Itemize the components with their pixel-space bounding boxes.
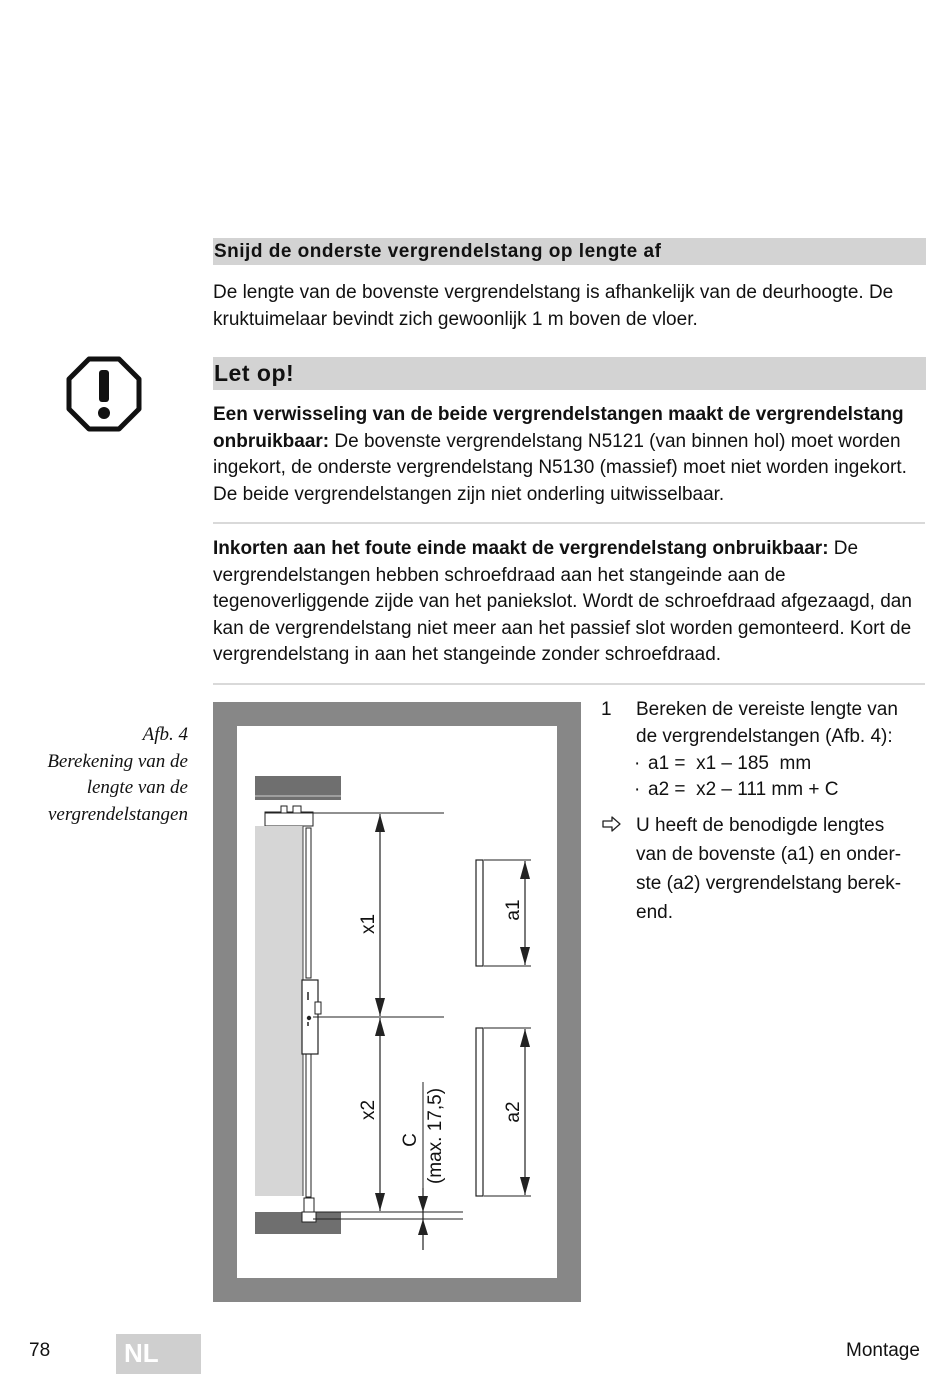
warning-octagon-icon [66,356,142,432]
warning-paragraph-2-bold: Inkorten aan het foute einde maakt de vergrendelstang onbruikbaar: [213,538,829,559]
caption-line: Afb. 4 [142,724,188,745]
bullet-dot: · [634,753,641,774]
section-paragraph: De lengte van de bovenste vergrendelstang is afhankelijk van de deurhoogte. De kruktuimelaar bevindt zich gewoonlijk 1 m boven de vloer. [213,282,894,330]
language-label: NL [124,1338,159,1368]
figure-caption [20,722,188,828]
warning-heading: Let op! [213,357,926,390]
step-line: de vergrendelstangen (Afb. 4): [636,726,893,747]
warning-paragraph-1-bold: Een verwisseling van de beide vergrendelstangen maakt de vergrendelstang onbruikbaar: [213,404,904,452]
formula-a2: a2 = x2 – 111 mm + C [648,779,839,800]
section-name: Montage [846,1340,920,1361]
formula-a1: a1 = x1 – 185 mm [648,753,812,774]
caption-line: vergrendelstangen [48,803,188,825]
warning-paragraph-2-text: De vergrendelstangen hebben schroefdraad aan het stangeinde aan de tegenoverliggende zijde van het paniekslot. Wordt de schroefdraad afgezaagd, dan kan de vergrendelstang niet meer aan het passief slot worden gemonteerd. Kort de vergrendelstang in aan het stangeinde zonder schroefdraad. [213,538,912,665]
result-arrow-icon [601,816,623,832]
result-text [636,811,926,927]
step-number: 1 [601,699,612,720]
separator [213,683,925,685]
warning-paragraph-1 [213,402,925,508]
label-x2: x2 [358,1099,379,1121]
step-line: Bereken de vereiste lengte van [636,699,898,720]
label-a1: a1 [503,899,524,921]
result-line: ste (a2) vergrendelstang berek- [636,873,902,894]
separator [213,522,925,524]
caption-line: Berekening van de [47,750,188,772]
label-a2: a2 [503,1101,524,1123]
result-line: end. [636,902,673,923]
result-line: U heeft de benodigde lengtes [636,815,885,836]
label-c-max: (max. 17,5) [425,1087,446,1185]
label-x1: x1 [358,913,379,935]
section-heading-cut-rod: Snijd de onderste vergrendelstang op lengte af [213,238,926,265]
page-number: 78 [29,1340,51,1361]
result-line: van de bovenste (a1) en onder- [636,844,902,865]
bullet-dot: · [634,779,641,800]
caption-line: lengte van de [86,777,188,798]
step-text [636,696,926,750]
label-c: C [400,1133,421,1147]
warning-paragraph-2 [213,536,925,669]
warning-paragraph-1-text: De bovenste vergrendelstang N5121 (van binnen hol) moet worden ingekort, de onderste vergrendelstang N5130 (massief) moet niet worden ingekort. De beide vergrendelstangen zijn niet onderling uitwisselbaar. [213,430,907,505]
rod-length-figure [213,702,581,1302]
language-badge [116,1334,201,1374]
